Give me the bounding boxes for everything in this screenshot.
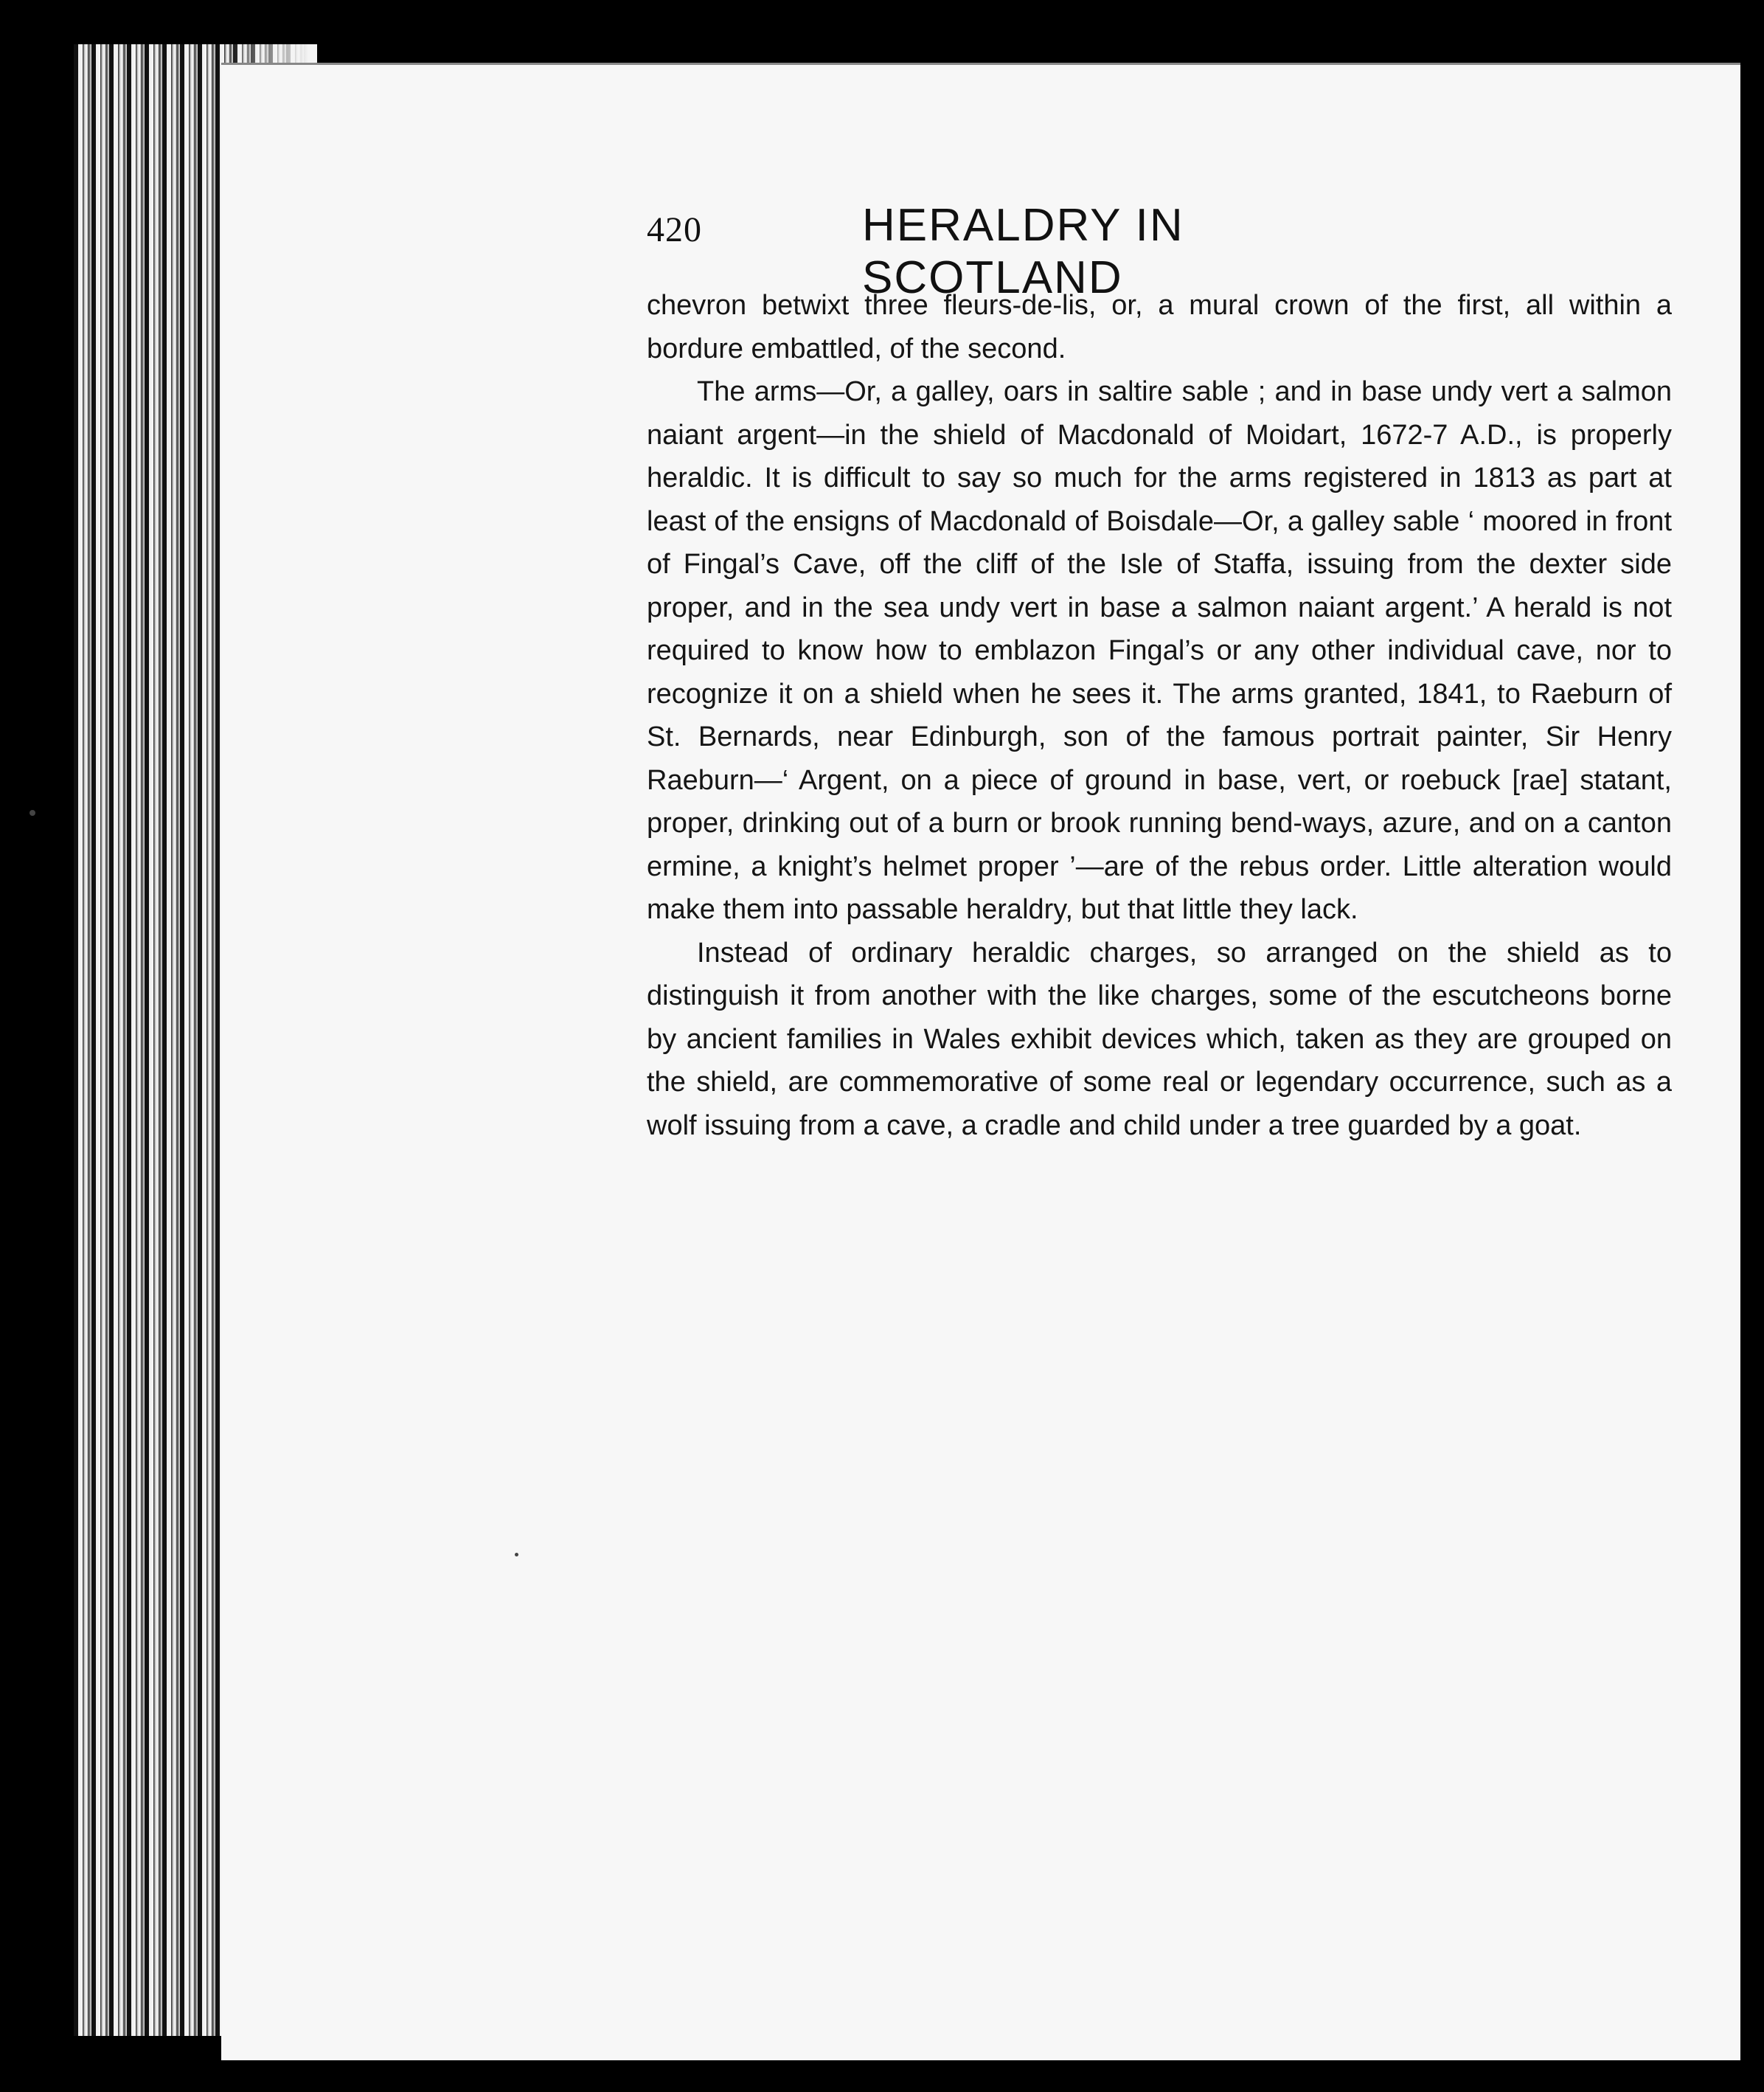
paragraph: chevron betwixt three fleurs-de-lis, or, a mural crown of the first, all within a bordure embattled, of the second. — [647, 290, 1672, 364]
page-header — [647, 199, 1458, 303]
paragraph: The arms—Or, a galley, oars in saltire sable ; and in base undy vert a salmon naiant argent—in the shield of Macdonald of Moidart, 1672-7 A.D., is properly heraldic. It is difficult to say so much for the arms registered in 1813 as part at least of the ensigns of Macdonald of Boisdale—Or, a galley sable ‘ moored in front of Fingal’s Cave, off the cliff of the Isle of Staffa, issuing from the dexter side proper, and in the sea undy vert in base a salmon naiant argent.’ A herald is not required to know how to emblazon Fingal’s or any other individual cave, nor to recognize it on a shield when he sees it. The arms granted, 1841, to Raeburn of St. Bernards, near Edinburgh, son of the famous portrait painter, Sir Henry Raeburn—‘ Argent, on a piece of ground in base, vert, or roebuck [rae] statant, proper, drinking out of a burn or brook running bend-ways, azure, and on a canton ermine, a knight’s helmet proper ’—are of the rebus order. Little alteration would make them into passable heraldry, but that little they lack. — [647, 376, 1672, 925]
scan-speck — [515, 1553, 518, 1556]
running-head: HERALDRY IN SCOTLAND — [862, 200, 1184, 303]
scan-speck — [29, 810, 35, 816]
body-text — [647, 284, 1672, 1147]
page-number: 420 — [647, 210, 702, 249]
paragraph: Instead of ordinary heraldic charges, so arranged on the shield as to distinguish it from another with the like charges, some of the escutcheons borne by ancient families in Wales exhibit devices which, taken as they are grouped on the shield, are commemorative of some real or legendary occurrence, such as a wolf issuing from a cave, a cradle and child under a tree guarded by a goat. — [647, 937, 1672, 1141]
